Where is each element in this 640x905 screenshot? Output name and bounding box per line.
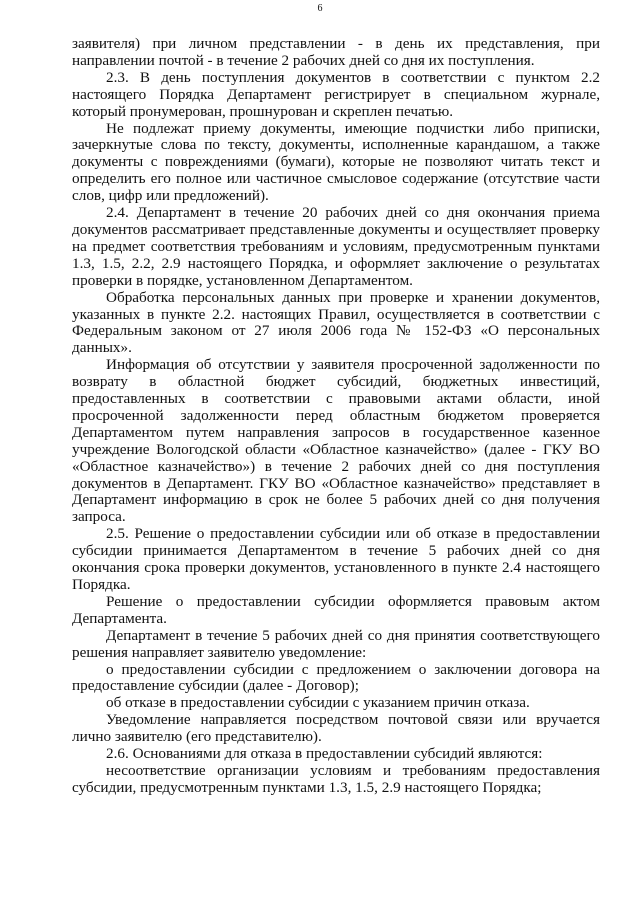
paragraph-rejection-criteria: Не подлежат приему документы, имеющие подчистки либо приписки, зачеркнутые слова по тексту, документы, исполненные карандашом, а также документы с повреждениями (бумаги), которые не позволяют читать текст и определить его полное или частичное смысловое содержание (отсутствие части слов, цифр или предложений).: [72, 119, 600, 205]
paragraph-2-6: 2.6. Основаниями для отказа в предоставлении субсидий являются:: [106, 745, 543, 763]
paragraph-2-4: 2.4. Департамент в течение 20 рабочих дней со дня окончания приема документов рассматривает представленные документы и осуществляет проверку на предмет соответствия требованиям и условиям, предусмотренным пунктами 1.3, 1.5, 2.2, 2.9 настоящего Порядка, и оформляет заключение о результатах проверки в порядке, установленном Департаментом.: [72, 204, 600, 289]
paragraph-debt-information: Информация об отсутствии у заявителя просроченной задолженности по возврату в областной бюджет субсидий, бюджетных инвестиций, предоставленных в соответствии с правовыми актами области, иной просроченной задолженности перед областным бюджетом проверяется Департаментом путем направления запросов в государственное казенное учреждение Вологодской области «Областное казначейство» (далее - ГКУ ВО «Областное казначейство») в течение 2 рабочих дней со дня поступления документов в Департамент. ГКУ ВО «Областное казначейство» представляет в Департамент информацию в срок не более 5 рабочих дней со дня получения запроса.: [72, 356, 600, 526]
paragraph-notification-grant: о предоставлении субсидии с предложением о заключении договора на предоставление субсидии (далее - Договор);: [72, 660, 600, 695]
paragraph-delivery: Уведомление направляется посредством почтовой связи или вручается лично заявителю (его представителю).: [72, 711, 600, 746]
paragraph-refusal-ground: несоответствие организации условиям и требованиям предоставления субсидии, предусмотренным пунктами 1.3, 1.5, 2.9 настоящего Порядка;: [72, 761, 600, 796]
paragraph-personal-data: Обработка персональных данных при проверке и хранении документов, указанных в пункте 2.2. настоящих Правил, осуществляется в соответствии с Федеральным законом от 27 июля 2006 года № 152-ФЗ «О персональных данных».: [72, 288, 600, 357]
paragraph-2-5: 2.5. Решение о предоставлении субсидии или об отказе в предоставлении субсидии принимается Департаментом в течение 5 рабочих дней со дня окончания срока проверки документов, установленного в пункте 2.4 настоящего Порядка.: [72, 525, 600, 593]
paragraph-notification-refusal: об отказе в предоставлении субсидии с указанием причин отказа.: [106, 694, 530, 712]
paragraph-decision-act: Решение о предоставлении субсидии оформляется правовым актом Департамента.: [72, 592, 600, 627]
document-body: [72, 36, 600, 797]
paragraph-notification: Департамент в течение 5 рабочих дней со дня принятия соответствующего решения направляет заявителю уведомление:: [72, 626, 600, 661]
paragraph-continuation: заявителя) при личном представлении - в день их представления, при направлении почтой - в течение 2 рабочих дней со дня их поступления.: [72, 35, 600, 69]
page-number: 6: [317, 3, 323, 14]
paragraph-2-3: 2.3. В день поступления документов в соответствии с пунктом 2.2 настоящего Порядка Департамент регистрирует в специальном журнале, который пронумерован, прошнурован и скреплен печатью.: [72, 68, 600, 120]
